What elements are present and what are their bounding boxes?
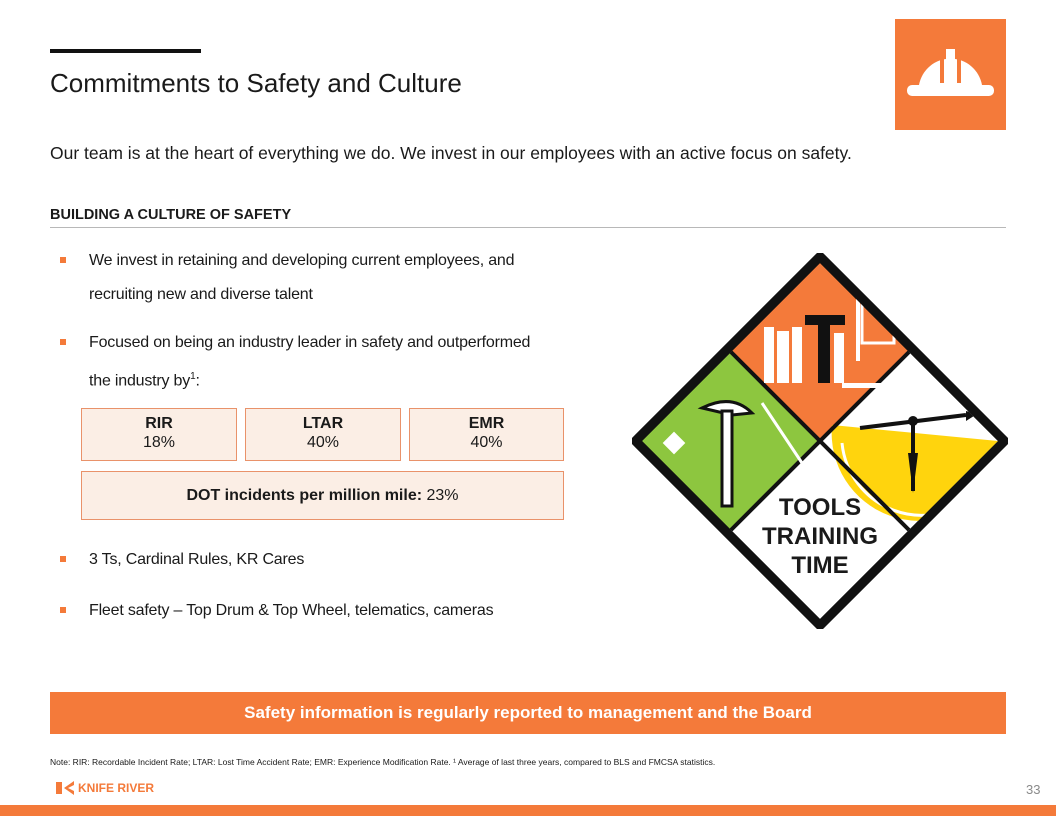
- footnote-marker: 1: [190, 371, 196, 382]
- stat-rir: [81, 408, 237, 461]
- stat-ltar: [245, 408, 401, 461]
- company-logo: [56, 780, 155, 796]
- bullet-square-icon: [60, 556, 66, 562]
- page-title: Commitments to Safety and Culture: [50, 68, 462, 98]
- footnote: Note: RIR: Recordable Incident Rate; LTAR: Lost Time Accident Rate; EMR: Experience Modification Rate. ¹ Average of last three years, compared to BLS and FMCSA statistics.: [50, 757, 716, 767]
- stat-label: LTAR: [302, 415, 344, 432]
- bullet-line: Focused on being an industry leader in safety and outperformed: [89, 334, 531, 351]
- bullet-line: 3 Ts, Cardinal Rules, KR Cares: [89, 551, 305, 568]
- bullet-square-icon: [60, 339, 66, 345]
- footer-bar: [0, 805, 1056, 816]
- title-rule: [50, 49, 201, 53]
- graphic-text-tools: TOOLS: [778, 494, 862, 521]
- stat-value: 18%: [142, 434, 176, 451]
- bullet-line: recruiting new and diverse talent: [89, 286, 313, 303]
- bullet-line: We invest in retaining and developing current employees, and: [89, 252, 515, 269]
- hard-hat-icon: [895, 19, 1006, 130]
- graphic-text-time: TIME: [791, 552, 849, 579]
- safety-banner: Safety information is regularly reported to management and the Board: [50, 692, 1006, 734]
- stat-value: 40%: [470, 434, 503, 451]
- tools-training-time-graphic: [632, 253, 1008, 629]
- stat-emr: [409, 408, 564, 461]
- section-heading: BUILDING A CULTURE OF SAFETY: [50, 207, 292, 223]
- stat-label: EMR: [468, 415, 505, 432]
- stat-value: 40%: [306, 434, 340, 451]
- stat-label: RIR: [145, 415, 173, 432]
- knife-river-logo-icon: [56, 780, 76, 796]
- stat-label: DOT incidents per million mile:: [186, 487, 423, 504]
- page-subtitle: Our team is at the heart of everything we do. We invest in our employees with an active focus on safety.: [50, 143, 852, 163]
- hard-hat-icon-box: [895, 19, 1006, 130]
- bullet-line: Fleet safety – Top Drum & Top Wheel, telematics, cameras: [89, 602, 494, 619]
- graphic-text-training: TRAINING: [762, 523, 878, 550]
- stat-value: 23%: [426, 487, 459, 504]
- section-divider: [50, 227, 1006, 228]
- stat-dot-incidents: [81, 471, 564, 520]
- page-number: 33: [1026, 782, 1041, 797]
- bullet-line: the industry $by^1$:: [89, 371, 200, 390]
- logo-text: KNIFE RIVER: [78, 781, 155, 795]
- bullet-square-icon: [60, 257, 66, 263]
- bullet-square-icon: [60, 607, 66, 613]
